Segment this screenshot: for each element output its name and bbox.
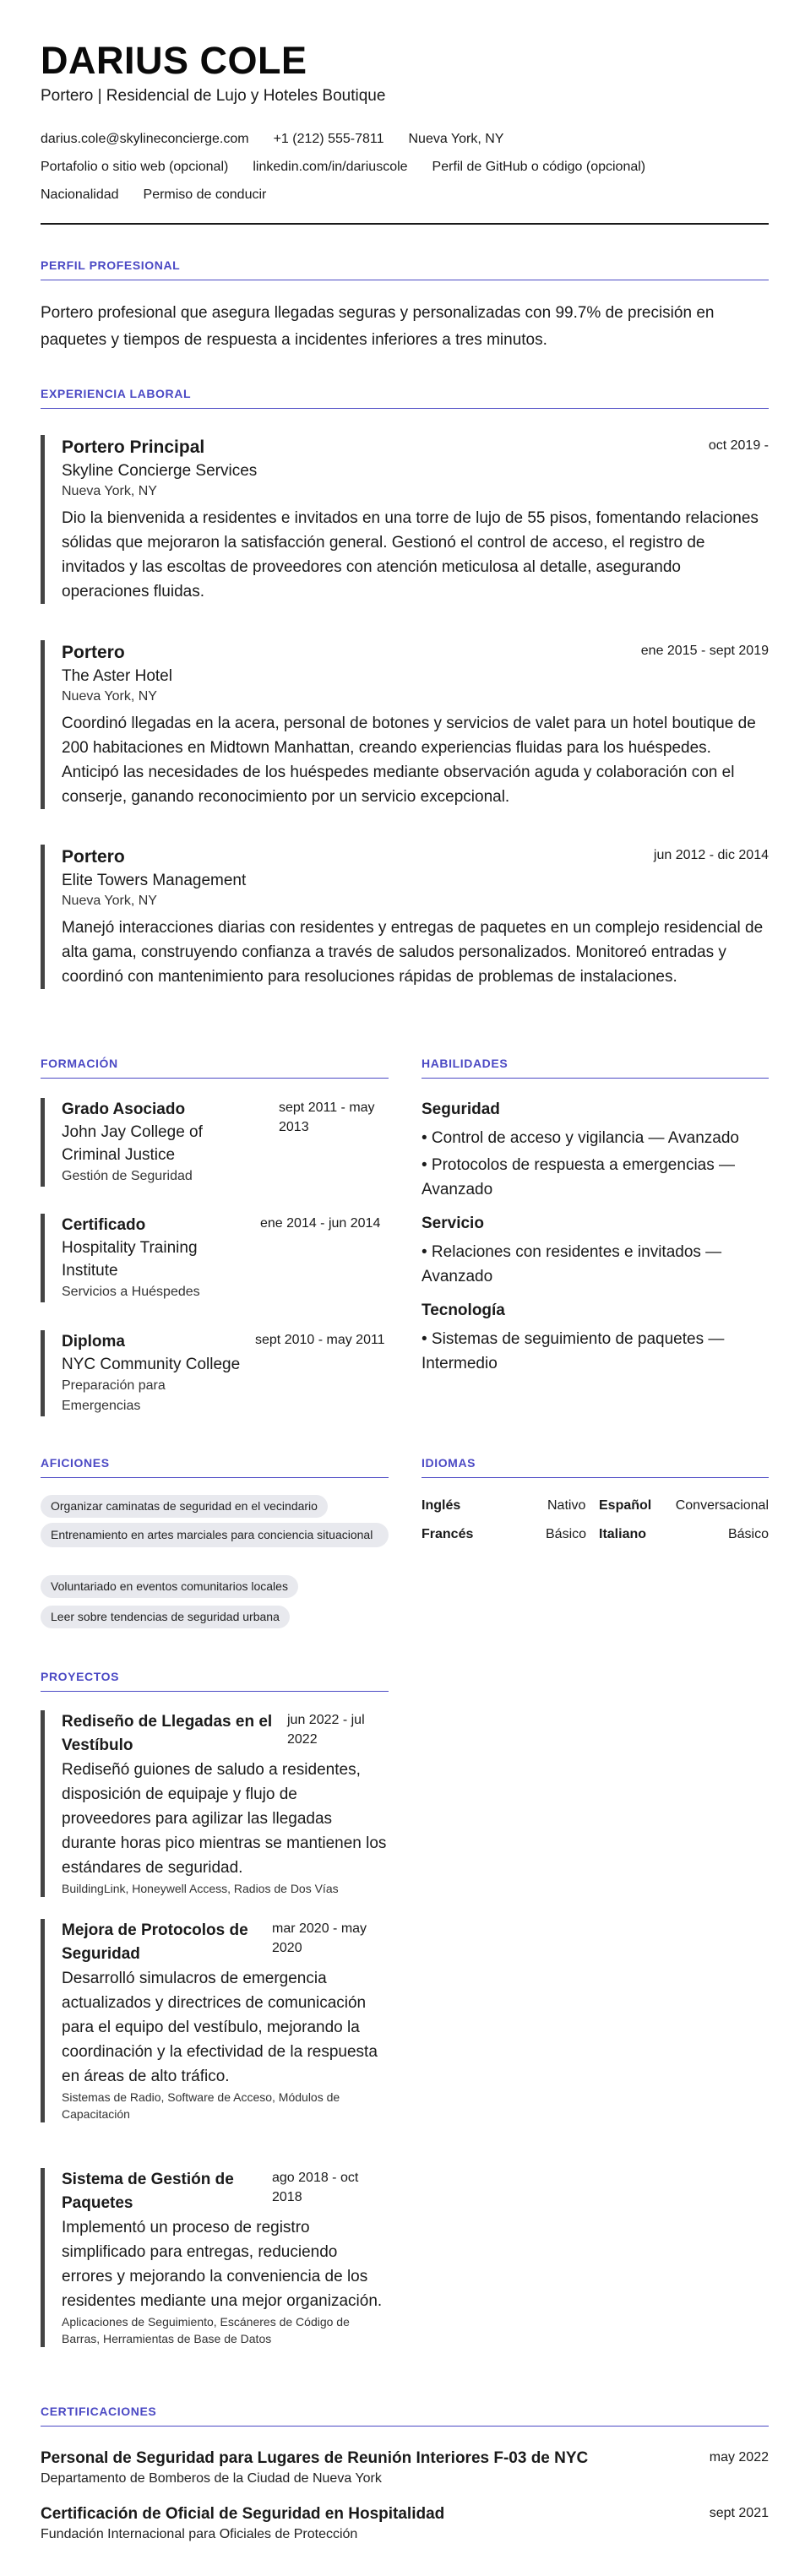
job-location: Nueva York, NY [62, 689, 157, 704]
project-date: ago 2018 - oct 2018 [272, 2171, 359, 2204]
education-field: Gestión de Seguridad [62, 1169, 193, 1183]
certification-name: Personal de Seguridad para Lugares de Reunión Interiores F-03 de NYC [41, 2449, 589, 2467]
job-company: Skyline Concierge Services [62, 462, 258, 480]
summary-text: Portero profesional que asegura llegadas seguras y personalizadas con 99.7% de precisión en paquetes y tiempos de respuesta a incidentes inferiores a tres minutos. [41, 304, 715, 349]
language-level: Conversacional [675, 1498, 769, 1513]
job-title: Portero [62, 643, 125, 662]
certification-item [41, 2503, 769, 2544]
contact-info [41, 125, 769, 209]
skill-category: Servicio [422, 1215, 484, 1232]
project-description: Implementó un proceso de registro simplificado para entregas, reduciendo errores y mejorando la conveniencia de los residentes mediante una mejor organización. [62, 2219, 383, 2310]
certification-name: Certificación de Oficial de Seguridad en Hospitalidad [41, 2505, 445, 2523]
education-item [41, 1214, 389, 1302]
project-item [41, 2168, 389, 2347]
project-date: mar 2020 - may 2020 [272, 1921, 367, 1955]
education-item [41, 1330, 389, 1416]
project-date: jun 2022 - jul 2022 [287, 1713, 365, 1747]
project-item [41, 1710, 389, 1897]
section-heading-projects: PROYECTOS [41, 1670, 389, 1692]
project-title: Sistema de Gestión de Paquetes [62, 2171, 234, 2212]
education-degree: Grado Asociado [62, 1101, 186, 1118]
skill-category: Seguridad [422, 1101, 500, 1118]
job-date: ene 2015 - sept 2019 [640, 644, 769, 658]
project-description: Rediseñó guiones de saludo a residentes, disposición de equipaje y flujo de proveedores para agilizar las llegadas durante horas pico mientras se mantienen los estándares de seguridad. [62, 1761, 387, 1877]
education-date: sept 2011 - may 2013 [279, 1101, 375, 1134]
project-description: Desarrolló simulacros de emergencia actualizados y directrices de comunicación para el equipo del vestíbulo, mejorando la coordinación y la efectividad de la respuesta en áreas de alto tráfico. [62, 1970, 378, 2085]
project-title: Mejora de Protocolos de Seguridad [62, 1921, 248, 1963]
education-field: Preparación para Emergencias [62, 1378, 166, 1413]
contact-license: Permiso de conducir [143, 187, 267, 202]
job-date: jun 2012 - dic 2014 [653, 848, 769, 862]
contact-email[interactable]: darius.cole@skylineconcierge.com [41, 132, 249, 146]
section-heading-education: FORMACIÓN [41, 1057, 389, 1079]
candidate-headline: Portero | Residencial de Lujo y Hoteles Boutique [41, 87, 386, 105]
language-level: Básico [546, 1527, 587, 1541]
contact-nationality: Nacionalidad [41, 187, 119, 202]
experience-item [41, 435, 769, 604]
job-date: oct 2019 - [708, 438, 769, 453]
skills-list [422, 1098, 769, 1376]
section-heading-experience: EXPERIENCIA LABORAL [41, 387, 769, 409]
language-level: Nativo [547, 1498, 586, 1513]
contact-github[interactable]: Perfil de GitHub o código (opcional) [432, 160, 646, 174]
contact-portfolio[interactable]: Portafolio o sitio web (opcional) [41, 160, 229, 174]
job-description: Dio la bienvenida a residentes e invitados en una torre de lujo de 55 pisos, fomentando relaciones sólidas que mejoraron la satisfacción general. Gestionó el control de acceso, el registro de invitados y las escoltas de proveedores con atención meticulosa al detalle, asegurando operaciones fluidas. [62, 509, 759, 601]
candidate-name: DARIUS COLE [41, 39, 307, 82]
job-description: Coordinó llegadas en la acera, personal de botones y servicios de valet para un hotel boutique de 200 habitaciones en Midtown Manhattan, creando experiencias fluidas para los huéspedes. Anticipó las necesidades de los huéspedes mediante observación aguda y colaboración con el conserje, ganando reconocimiento por un servicio excepcional. [62, 715, 756, 806]
education-degree: Diploma [62, 1333, 125, 1350]
skill-category: Tecnología [422, 1302, 505, 1319]
job-location: Nueva York, NY [62, 484, 157, 498]
job-title: Portero [62, 847, 125, 867]
language-name: Francés [422, 1527, 474, 1541]
job-location: Nueva York, NY [62, 894, 157, 908]
job-description: Manejó interacciones diarias con residentes y entregas de paquetes en un complejo residencial de alta gama, construyendo confianza a través de saludos personalizados. Monitoreó entradas y coordinó con mantenimiento para resoluciones rápidas de problemas de instalaciones. [62, 919, 764, 986]
language-name: Italiano [599, 1527, 647, 1541]
hobby-chip: Organizar caminatas de seguridad en el vecindario [41, 1495, 328, 1518]
section-heading-summary: PERFIL PROFESIONAL [41, 258, 769, 280]
skill-item: • Relaciones con residentes e invitados — Avanzado [422, 1243, 722, 1285]
job-title: Portero Principal [62, 437, 205, 457]
section-heading-skills: HABILIDADES [422, 1057, 769, 1079]
education-field: Servicios a Huéspedes [62, 1285, 200, 1299]
project-title: Rediseño de Llegadas en el Vestíbulo [62, 1713, 273, 1754]
experience-item [41, 845, 769, 989]
job-company: Elite Towers Management [62, 872, 247, 889]
education-date: ene 2014 - jun 2014 [260, 1216, 381, 1231]
skill-item: • Sistemas de seguimiento de paquetes — Intermedio [422, 1330, 725, 1372]
contact-phone[interactable]: +1 (212) 555-7811 [273, 132, 384, 146]
education-school: NYC Community College [62, 1356, 241, 1373]
language-name: Inglés [422, 1498, 461, 1513]
education-item [41, 1098, 389, 1187]
contact-location: Nueva York, NY [408, 132, 504, 146]
section-heading-hobbies: AFICIONES [41, 1456, 389, 1478]
hobby-chip: Voluntariado en eventos comunitarios locales [41, 1575, 298, 1598]
experience-item [41, 640, 769, 809]
skill-item: • Control de acceso y vigilancia — Avanzado [422, 1129, 739, 1147]
education-school: John Jay College of Criminal Justice [62, 1123, 203, 1164]
certification-item [41, 2447, 769, 2488]
skill-item: • Protocolos de respuesta a emergencias — Avanzado [422, 1156, 736, 1198]
education-school: Hospitality Training Institute [62, 1239, 198, 1280]
language-level: Básico [727, 1527, 769, 1541]
header-divider [41, 223, 769, 225]
language-name: Español [599, 1498, 652, 1513]
job-company: The Aster Hotel [62, 667, 172, 685]
project-item [41, 1919, 389, 2122]
project-technologies: Aplicaciones de Seguimiento, Escáneres de Código de Barras, Herramientas de Base de Datos [62, 2315, 350, 2345]
project-technologies: BuildingLink, Honeywell Access, Radios de Dos Vías [62, 1882, 339, 1895]
hobby-chip: Entrenamiento en artes marciales para conciencia situacional [41, 1523, 389, 1547]
education-date: sept 2010 - may 2011 [255, 1333, 385, 1347]
certification-org: Departamento de Bomberos de la Ciudad de Nueva York [41, 2471, 382, 2486]
section-heading-languages: IDIOMAS [422, 1456, 769, 1478]
contact-linkedin[interactable]: linkedin.com/in/dariuscole [253, 160, 408, 174]
hobby-chip: Leer sobre tendencias de seguridad urbana [41, 1606, 290, 1628]
certification-date: sept 2021 [709, 2506, 769, 2520]
education-degree: Certificado [62, 1216, 146, 1234]
certification-org: Fundación Internacional para Oficiales de Protección [41, 2527, 358, 2541]
certification-date: may 2022 [709, 2450, 769, 2465]
section-heading-certifications: CERTIFICACIONES [41, 2405, 769, 2427]
project-technologies: Sistemas de Radio, Software de Acceso, Módulos de Capacitación [62, 2090, 340, 2121]
